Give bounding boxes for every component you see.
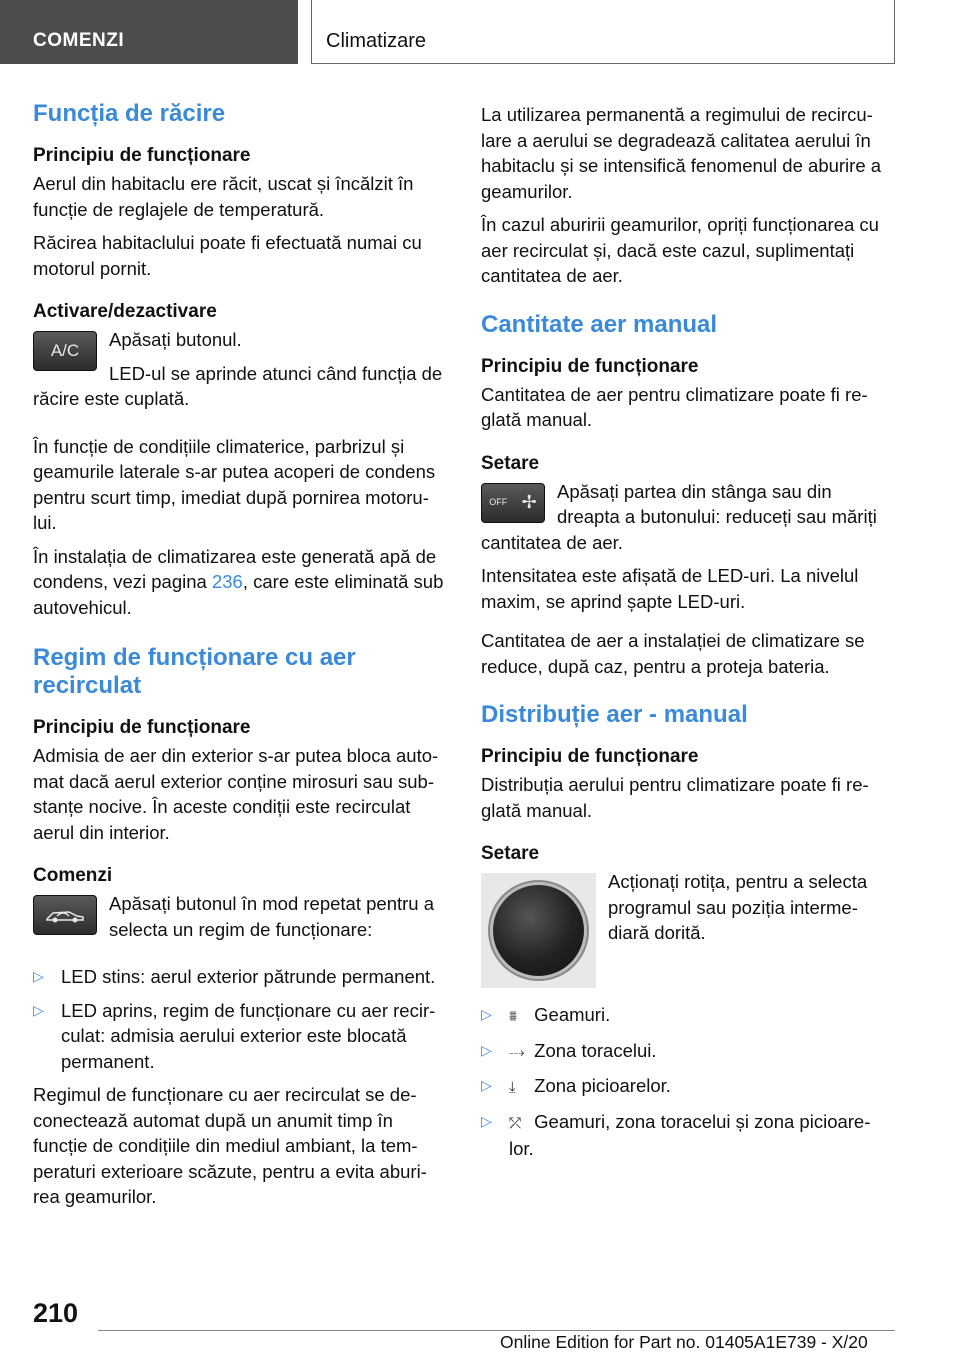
fan-off-label: OFF [489, 496, 508, 507]
ac-press: Apăsați butonul. [109, 329, 242, 350]
footwell-airflow-icon: ⤓ [509, 1079, 516, 1096]
distribution-setting-heading: Setare [481, 843, 540, 864]
ac-block [33, 327, 447, 420]
list-item-text: Zona picioarelor. [534, 1075, 671, 1096]
list-item [481, 1038, 895, 1066]
header-section: COMENZI [0, 0, 298, 64]
list-item [481, 1073, 895, 1101]
recirc-block [33, 891, 447, 950]
airflow-p1: Cantitatea de aer pentru climatizare poate fi re-glată manual. [481, 383, 868, 430]
ac-led: LED-ul se aprinde atunci când funcția de răcire este cuplată. [33, 362, 443, 409]
footer-edition: Online Edition for Part no. 01405A1E739 - X/20 [500, 1332, 868, 1352]
recirc-title: Regim de funcționare cu aer recirculat [33, 644, 356, 699]
distribution-press: Acționați rotița, pentru a selecta programul sau poziția interme-diară dorită. [608, 871, 868, 943]
triangle-bullet-icon: ▷ [481, 1006, 492, 1022]
page-number: 210 [33, 1298, 79, 1328]
recirc-principle-heading: Principiu de funcționare [33, 717, 251, 738]
cooling-principle-heading: Principiu de funcționare [33, 145, 251, 166]
recirc-press: Apăsați butonul în mod repetat pentru a selecta un regim de funcționare: [109, 893, 434, 940]
recirc-button-image [33, 895, 97, 935]
list-item [481, 1002, 895, 1030]
cooling-p4-a: În instalația de climatizarea este generată apă de condens, vezi pagina [33, 545, 437, 592]
distribution-p1: Distribuția aerului pentru climatizare poate fi re-glată manual. [481, 774, 869, 821]
triangle-bullet-icon: ▷ [481, 1112, 492, 1129]
list-item-text: Geamuri, zona toracelui și zona picioare-lor. [509, 1110, 871, 1159]
airflow-p2: Intensitatea este afișată de LED-uri. La nivelul maxim, se aprind șapte LED-uri. [481, 565, 859, 612]
airflow-press: Apăsați partea din stânga sau din dreapta a butonului: reduceți sau măriți cantitatea de aer. [481, 480, 877, 553]
triangle-bullet-icon: ▷ [481, 1077, 492, 1093]
airflow-block [481, 479, 895, 564]
list-item [481, 1109, 895, 1162]
fan-button-image [481, 483, 545, 523]
airflow-principle-heading: Principiu de funcționare [481, 355, 699, 377]
right-column [481, 102, 895, 1170]
windshield-icon: ⩩ [509, 1008, 518, 1025]
ac-button-label: A/C [50, 341, 80, 361]
distribution-title: Distribuție aer - manual [481, 701, 748, 728]
list-item-text: Geamuri. [534, 1004, 611, 1025]
activate-heading: Activare/dezactivare [33, 301, 217, 322]
triangle-bullet-icon: ▷ [481, 1041, 492, 1058]
recirc-list [33, 964, 447, 1074]
distribution-block [481, 869, 895, 994]
right-p2: În cazul aburirii geamurilor, opriți funcționarea cu aer recirculat și, dacă este cazul, suplimentați cantitatea de aer. [481, 214, 879, 286]
distribution-list [481, 1002, 895, 1162]
knob-icon [493, 885, 584, 976]
ac-button-image [33, 331, 97, 371]
cooling-p4 [33, 544, 447, 621]
distribution-knob-image [481, 873, 596, 988]
header-chapter: Climatizare [311, 0, 895, 64]
recirc-p1: Admisia de aer din exterior s-ar putea bloca auto-mat dacă aerul exterior conține mirosuri sau sub-stanțe nocive. În aceste condiții este recirculat aerul din interior. [33, 745, 439, 843]
list-item [33, 964, 447, 990]
list-item [33, 998, 447, 1075]
chest-airflow-icon: ⤏ [509, 1043, 525, 1061]
left-column [33, 100, 447, 1218]
fan-icon: ✢ [521, 491, 537, 512]
cooling-p2: Răcirea habitaclului poate fi efectuată numai cu motorul pornit. [33, 232, 422, 279]
airflow-setting-heading: Setare [481, 452, 540, 474]
list-item-text: LED aprins, regim de funcționare cu aer recir-culat: admisia aerului exterior este blocată permanent. [61, 999, 436, 1072]
right-p1: La utilizarea permanentă a regimului de recircu-lare a aerului se degradează calitatea aerului în habitaclu și se intensifică fenomenul de aburire a geamurilor. [481, 104, 882, 202]
cooling-title: Funcția de răcire [33, 100, 226, 127]
triangle-bullet-icon: ▷ [33, 1001, 44, 1018]
list-item-text: LED stins: aerul exterior pătrunde permanent. [61, 966, 436, 987]
recirc-p2: Regimul de funcționare cu aer recirculat se de-conectează automat după un anumit timp în funcție de condițiile din mediul ambiant, la tem-peraturi exterioare scăzute, pentru a evita aburi-rea geamurilor. [33, 1084, 427, 1207]
cooling-p4-b: , care este eliminată sub autovehicul. [33, 571, 444, 618]
car-recirc-icon [43, 905, 87, 925]
footer-divider [98, 1330, 895, 1331]
all-zones-airflow-icon: ⤱ [509, 1114, 522, 1132]
triangle-bullet-icon: ▷ [33, 968, 44, 984]
page-link[interactable]: 236 [211, 571, 243, 592]
distribution-principle-heading: Principiu de funcționare [481, 746, 699, 767]
airflow-p3: Cantitatea de aer a instalației de climatizare se reduce, după caz, pentru a proteja bateria. [481, 630, 865, 677]
cooling-p1: Aerul din habitaclu ere răcit, uscat și încălzit în funcție de reglajele de temperatură. [33, 173, 414, 220]
airflow-title: Cantitate aer manual [481, 310, 718, 338]
list-item-text: Zona toracelui. [534, 1039, 657, 1061]
cooling-p3: În funcție de condițiile climaterice, parbrizul și geamurile laterale s-ar putea acoperi de condens pentru scurt timp, imediat după pornirea motoru-lui. [33, 435, 436, 533]
controls-heading: Comenzi [33, 865, 113, 886]
